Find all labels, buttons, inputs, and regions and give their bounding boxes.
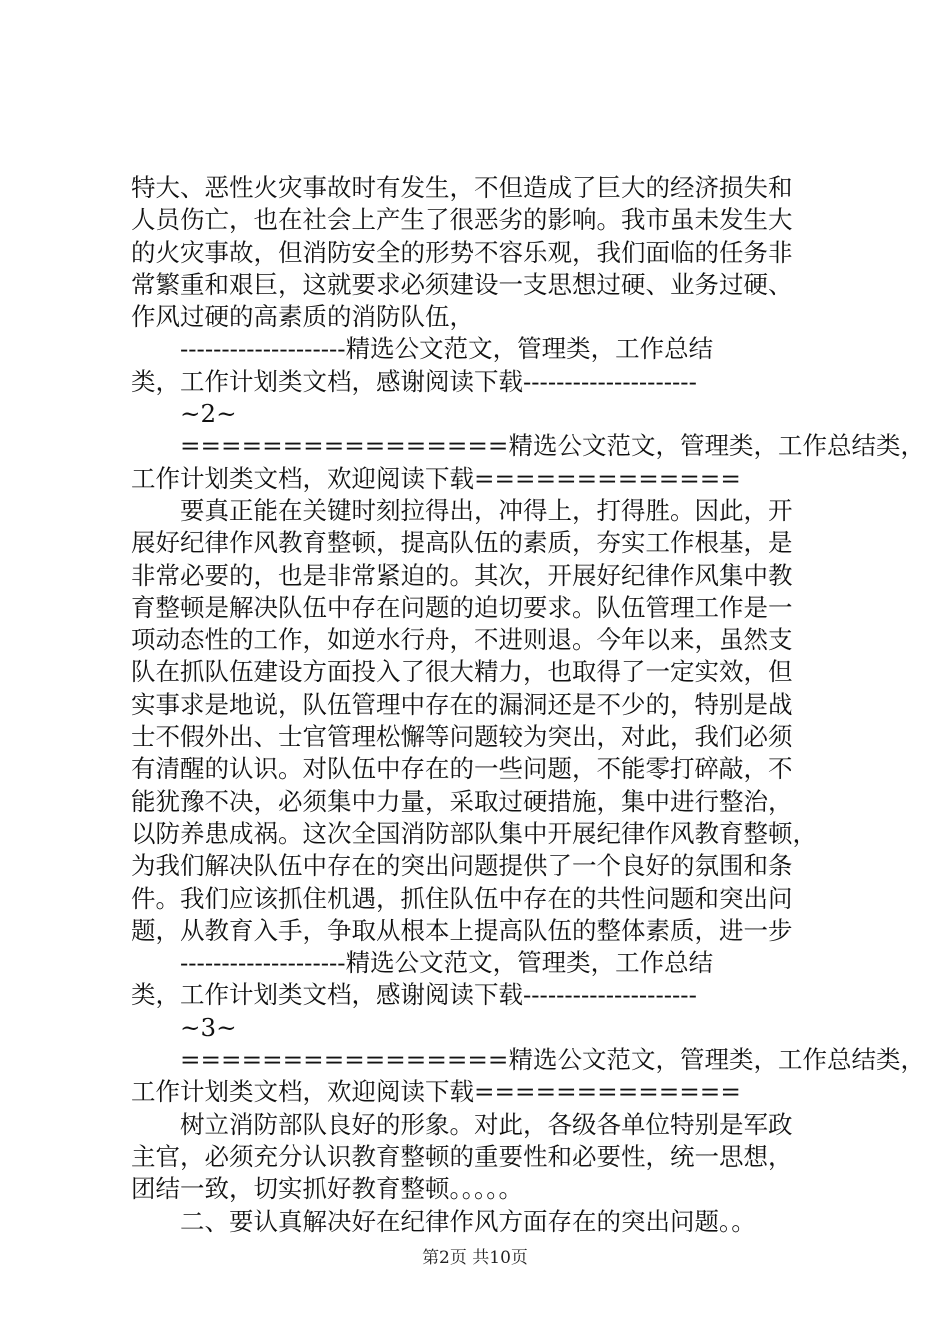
text-line: 的火灾事故，但消防安全的形势不容乐观，我们面临的任务非 bbox=[131, 237, 793, 267]
text-line: 类，工作计划类文档，感谢阅读下载--------------------- bbox=[131, 980, 697, 1010]
text-line: 实事求是地说，队伍管理中存在的漏洞还是不少的，特别是战 bbox=[131, 689, 793, 719]
text-line: 工作计划类文档，欢迎阅读下载============= bbox=[131, 1077, 741, 1107]
text-line: 人员伤亡，也在社会上产生了很恶劣的影响。我市虽未发生大 bbox=[131, 205, 793, 235]
text-line: 类，工作计划类文档，感谢阅读下载--------------------- bbox=[131, 366, 697, 396]
text-line: 士不假外出、士官管理松懈等问题较为突出，对此，我们必须 bbox=[131, 722, 793, 752]
text-line: --------------------精选公文范文，管理类，工作总结 bbox=[180, 948, 714, 978]
text-line: 有清醒的认识。对队伍中存在的一些问题，不能零打碎敲，不 bbox=[131, 754, 793, 784]
text-line: 常繁重和艰巨，这就要求必须建设一支思想过硬、业务过硬、 bbox=[131, 269, 793, 299]
text-line: 能犹豫不决，必须集中力量，采取过硬措施，集中进行整治， bbox=[131, 786, 793, 816]
text-line: 件。我们应该抓住机遇，抓住队伍中存在的共性问题和突出问 bbox=[131, 883, 793, 913]
text-line: 项动态性的工作，如逆水行舟，不进则退。今年以来，虽然支 bbox=[131, 625, 793, 655]
text-line: 为我们解决队伍中存在的突出问题提供了一个良好的氛围和条 bbox=[131, 851, 793, 881]
text-line: 展好纪律作风教育整顿，提高队伍的素质，夯实工作根基，是 bbox=[131, 528, 793, 558]
text-line: 团结一致，切实抓好教育整顿。。。。。 bbox=[131, 1174, 523, 1204]
text-line: 工作计划类文档，欢迎阅读下载============= bbox=[131, 463, 741, 493]
document-body bbox=[131, 172, 925, 1238]
text-line: 要真正能在关键时刻拉得出，冲得上，打得胜。因此，开 bbox=[180, 495, 793, 525]
text-line: 作风过硬的高素质的消防队伍， bbox=[131, 302, 474, 332]
text-line: ~2~ bbox=[180, 399, 237, 429]
text-line: 二、要认真解决好在纪律作风方面存在的突出问题。。 bbox=[180, 1206, 756, 1236]
text-line: 育整顿是解决队伍中存在问题的迫切要求。队伍管理工作是一 bbox=[131, 592, 793, 622]
text-line: 树立消防部队良好的形象。对此，各级各单位特别是军政 bbox=[180, 1109, 793, 1139]
text-line: ================精选公文范文，管理类，工作总结类， bbox=[180, 1045, 925, 1075]
text-line: ================精选公文范文，管理类，工作总结类， bbox=[180, 431, 925, 461]
text-line: 队在抓队伍建设方面投入了很大精力，也取得了一定实效，但 bbox=[131, 657, 793, 687]
text-line: 主官，必须充分认识教育整顿的重要性和必要性，统一思想， bbox=[131, 1141, 793, 1171]
text-line: 以防养患成祸。这次全国消防部队集中开展纪律作风教育整顿， bbox=[131, 818, 817, 848]
text-line: 题，从教育入手，争取从根本上提高队伍的整体素质，进一步 bbox=[131, 915, 793, 945]
page-footer: 第2页 共10页 bbox=[422, 1248, 528, 1268]
text-line: --------------------精选公文范文，管理类，工作总结 bbox=[180, 334, 714, 364]
text-line: 非常必要的，也是非常紧迫的。其次，开展好纪律作风集中教 bbox=[131, 560, 793, 590]
text-line: ~3~ bbox=[180, 1012, 237, 1042]
text-line: 特大、恶性火灾事故时有发生，不但造成了巨大的经济损失和 bbox=[131, 173, 793, 202]
